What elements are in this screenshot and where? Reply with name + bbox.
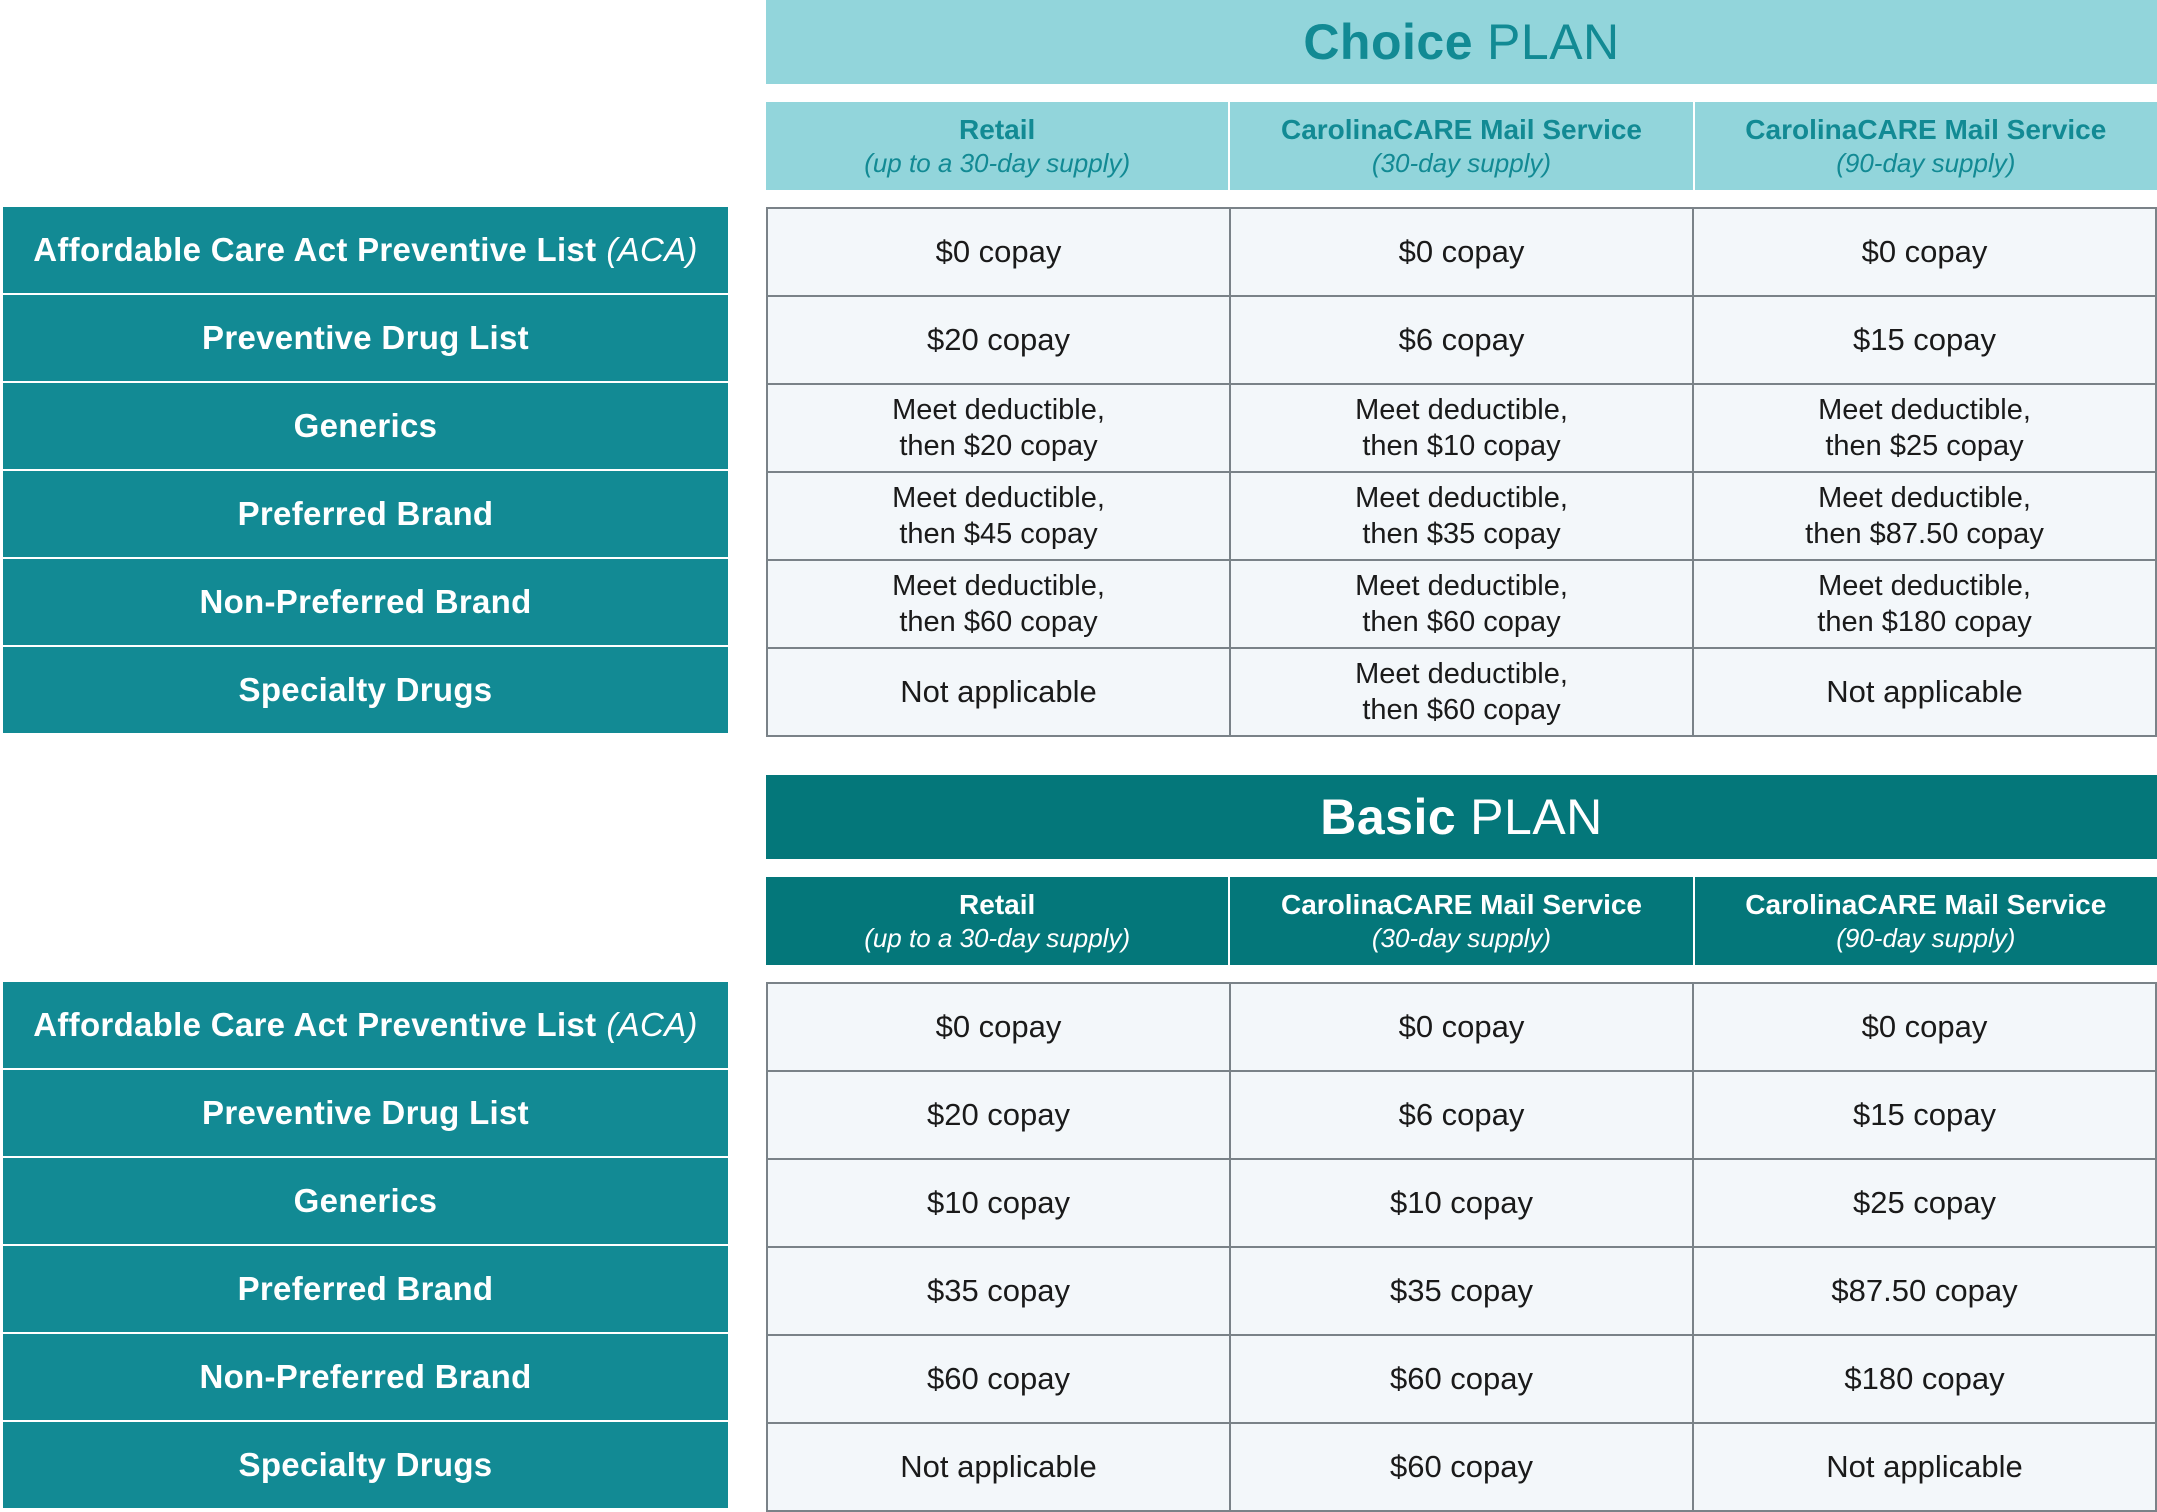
table-cell [1231,297,1694,383]
table-cell [768,649,1231,735]
cell-line-1: Meet deductible, [1818,482,2031,514]
cell-line-1: $0 copay [1398,1009,1525,1044]
column-header-retail [766,877,1230,965]
cell-line-1: Meet deductible, [1818,394,2031,426]
table-cell [1694,209,2155,295]
column-header-subtitle: (90-day supply) [1836,923,2016,953]
table-cell [1694,473,2155,559]
plan-title [766,775,2157,859]
table-cell [1694,1160,2155,1246]
row-labels [3,982,728,1510]
column-header-retail [766,102,1230,190]
table-cell [1694,1072,2155,1158]
table-cell [768,209,1231,295]
cell-line-2: then $25 copay [1825,430,2024,462]
cell-line-1: Meet deductible, [1818,570,2031,602]
cell-line-2: then $87.50 copay [1805,518,2044,550]
table-cell [768,1336,1231,1422]
row-label-text: Non-Preferred Brand [199,1358,532,1395]
table-cell [1694,1424,2155,1510]
cell-line-1: $60 copay [1389,1361,1534,1396]
cell-line-2: then $35 copay [1362,518,1561,550]
row-label-generics [3,383,728,469]
plan-title-name: Basic [1320,789,1457,845]
table-cell [1694,297,2155,383]
cell-line-2: then $60 copay [1362,694,1561,726]
table-cell [768,1248,1231,1334]
table-row [768,1248,2155,1336]
column-header-title: CarolinaCARE Mail Service [1280,889,1642,920]
plan-title [766,0,2157,84]
table-cell [1694,1336,2155,1422]
cell-line-2: then $10 copay [1362,430,1561,462]
table-cell [768,984,1231,1070]
cell-line-1: Not applicable [900,674,1097,709]
cell-line-1: $15 copay [1852,1097,1997,1132]
row-label-text: Preventive Drug List [202,1094,529,1131]
cell-line-1: $20 copay [926,1097,1071,1132]
column-headers [766,877,2157,965]
row-label-preventive [3,1070,728,1156]
table-cell [1694,1248,2155,1334]
row-labels [3,207,728,735]
row-label-text: Affordable Care Act Preventive List [33,231,597,268]
column-header-mail-30 [1230,877,1694,965]
table-cell [1231,649,1694,735]
table-cell [1231,1248,1694,1334]
row-label-aca [3,207,728,293]
column-header-subtitle: (up to a 30-day supply) [864,923,1131,953]
table-cell [1231,473,1694,559]
plan-title-suffix: PLAN [1487,14,1620,70]
column-header-title: Retail [959,114,1036,145]
row-label-specialty [3,647,728,733]
column-header-mail-30 [1230,102,1694,190]
plan-title-suffix: PLAN [1470,789,1603,845]
row-label-text: Non-Preferred Brand [199,583,532,620]
column-header-title: Retail [959,889,1036,920]
cell-line-2: then $60 copay [899,606,1098,638]
row-label-aca [3,982,728,1068]
cell-line-1: $35 copay [1389,1273,1534,1308]
row-label-abbr: (ACA) [606,231,698,268]
table-cell [768,1424,1231,1510]
table-cell [768,1072,1231,1158]
cell-line-1: Not applicable [900,1449,1097,1484]
table-cell [768,1160,1231,1246]
table-cell [1694,385,2155,471]
cell-line-1: Meet deductible, [1355,658,1568,690]
table-cell [1694,984,2155,1070]
column-header-subtitle: (30-day supply) [1371,923,1552,953]
cell-line-1: $60 copay [1389,1449,1534,1484]
cell-line-1: $0 copay [1861,1009,1988,1044]
cell-line-1: $60 copay [926,1361,1071,1396]
cell-line-1: Meet deductible, [892,482,1105,514]
row-label-non-preferred [3,1334,728,1420]
table-cell [1231,385,1694,471]
copay-grid [766,207,2157,737]
table-cell [768,473,1231,559]
row-label-text: Preferred Brand [237,495,494,532]
row-label-text: Affordable Care Act Preventive List [33,1006,597,1043]
copay-grid [766,982,2157,1512]
cell-line-2: then $45 copay [899,518,1098,550]
cell-line-1: Meet deductible, [892,570,1105,602]
table-row [768,1336,2155,1424]
row-label-text: Preferred Brand [237,1270,494,1307]
cell-line-2: then $180 copay [1817,606,2032,638]
table-cell [1231,1336,1694,1422]
cell-line-1: Not applicable [1826,674,2023,709]
cell-line-1: Meet deductible, [1355,394,1568,426]
cell-line-1: $25 copay [1852,1185,1997,1220]
table-row [768,1424,2155,1510]
table-cell [768,561,1231,647]
table-row [768,209,2155,297]
column-header-title: CarolinaCARE Mail Service [1745,889,2107,920]
table-cell [1231,1072,1694,1158]
row-label-text: Generics [293,407,438,444]
cell-line-1: $10 copay [1389,1185,1534,1220]
cell-line-1: $0 copay [935,1009,1062,1044]
row-label-text: Specialty Drugs [238,671,493,708]
cell-line-1: $20 copay [926,322,1071,357]
row-label-specialty [3,1422,728,1508]
column-header-title: CarolinaCARE Mail Service [1745,114,2107,145]
table-row [768,385,2155,473]
cell-line-1: $87.50 copay [1831,1273,2018,1308]
table-cell [1694,561,2155,647]
row-label-preventive [3,295,728,381]
plan-title-name: Choice [1303,14,1474,70]
table-row [768,1072,2155,1160]
row-label-text: Preventive Drug List [202,319,529,356]
table-row [768,984,2155,1072]
cell-line-1: Meet deductible, [1355,482,1568,514]
table-cell [768,385,1231,471]
cell-line-1: $0 copay [1861,234,1988,269]
table-cell [1231,209,1694,295]
row-label-abbr: (ACA) [606,1006,698,1043]
cell-line-1: $6 copay [1398,1097,1525,1132]
row-label-preferred [3,1246,728,1332]
table-row [768,1160,2155,1248]
column-header-subtitle: (90-day supply) [1836,148,2016,178]
table-cell [1231,984,1694,1070]
row-label-generics [3,1158,728,1244]
cell-line-1: $10 copay [926,1185,1071,1220]
table-row [768,473,2155,561]
column-header-subtitle: (30-day supply) [1371,148,1552,178]
cell-line-2: then $20 copay [899,430,1098,462]
table-row [768,561,2155,649]
table-cell [1694,649,2155,735]
cell-line-1: $6 copay [1398,322,1525,357]
table-cell [768,297,1231,383]
cell-line-1: Meet deductible, [892,394,1105,426]
column-headers [766,102,2157,190]
cell-line-1: $35 copay [926,1273,1071,1308]
cell-line-1: $0 copay [1398,234,1525,269]
cell-line-2: then $60 copay [1362,606,1561,638]
cell-line-1: $0 copay [935,234,1062,269]
column-header-title: CarolinaCARE Mail Service [1280,114,1642,145]
table-cell [1231,1424,1694,1510]
column-header-subtitle: (up to a 30-day supply) [864,148,1131,178]
row-label-preferred [3,471,728,557]
row-label-text: Generics [293,1182,438,1219]
column-header-mail-90 [1695,877,2157,965]
cell-line-1: $15 copay [1852,322,1997,357]
cell-line-1: $180 copay [1844,1361,2005,1396]
cell-line-1: Meet deductible, [1355,570,1568,602]
row-label-text: Specialty Drugs [238,1446,493,1483]
table-row [768,649,2155,735]
table-cell [1231,561,1694,647]
column-header-mail-90 [1695,102,2157,190]
table-row [768,297,2155,385]
table-cell [1231,1160,1694,1246]
cell-line-1: Not applicable [1826,1449,2023,1484]
row-label-non-preferred [3,559,728,645]
